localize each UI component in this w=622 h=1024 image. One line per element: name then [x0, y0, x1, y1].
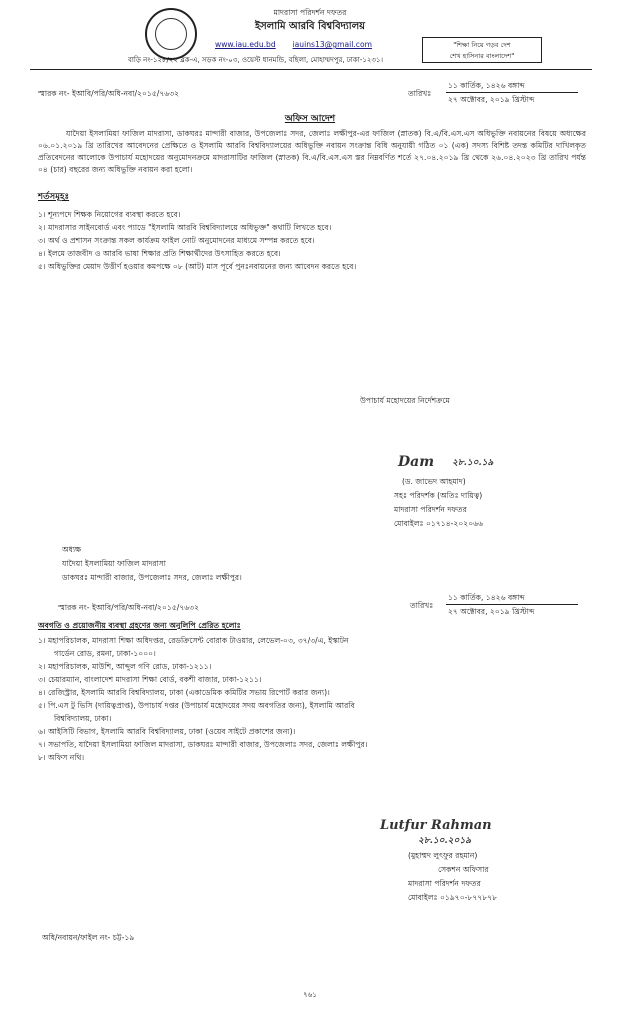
- memo-date-label: তারিখঃ: [408, 89, 432, 98]
- memo2-date-gregorian: ২৭ অক্টোবর, ২০১৯ খ্রিস্টাব্দ: [448, 607, 535, 616]
- condition-item: ৩। অর্থ ও প্রশাসন সংক্রান্ত সকল কার্যক্রম ফাইল নোট অনুমোদনের মাধ্যমে সম্পন্ন করতে হবে।: [38, 236, 315, 245]
- signatory-2-designation: সেকশন অফিসার: [438, 865, 489, 874]
- signatory-2-office: মাদরাসা পরিদর্শন দফতর: [408, 879, 481, 888]
- by-order-text: উপাচার্য মহোদয়ের নির্দেশক্রমে: [360, 396, 450, 405]
- condition-item: ২। মাদরাসার সাইনবোর্ড এবং প্যাডে "ইসলামি আরবি বিশ্ববিদ্যালয়ে অধিভুক্ত" কথাটি লিখতে হবে।: [38, 223, 332, 232]
- date-divider: [446, 92, 578, 93]
- signature-2-date: ২৮.১০.২০১৯: [418, 836, 472, 846]
- copy-item: ৬। আইসিটি বিভাগ, ইসলামি আরবি বিশ্ববিদ্যালয়, ঢাকা (ওয়েব সাইটে প্রকাশের জন্য)।: [38, 727, 296, 736]
- signatory-1-name: (ড. জাভেদ আহমাদ): [402, 477, 466, 486]
- header-divider: [30, 69, 592, 70]
- office-address: বাড়ি নং-১২৮/২২ ব্লক-এ, সড়ক নং-০৩, ওয়েস্ট ধানমন্ডি, বছিলা, মোহাম্মদপুর, ঢাকা-১২৩১।: [128, 56, 383, 64]
- copy-item: ৫। পি.এস টু ভিসি (দায়িত্বপ্রাপ্ত), উপাচার্য দপ্তর (উপাচার্য মহোদয়ের সদয় অবগতির জন্য), ইসলামি আরবি: [38, 701, 355, 710]
- file-number: অধি/নবায়ন/ফাইল নং- চট্ট-১৯: [42, 933, 135, 942]
- condition-item: ৪। ইলমে তাজবীদ ও আরবি ভাষা শিক্ষার প্রতি শিক্ষার্থীদের উৎসাহিত করতে হবে।: [38, 249, 281, 258]
- conditions-list: [38, 208, 588, 273]
- office-name: মাদরাসা পরিদর্শন দফতর: [273, 8, 347, 17]
- memo2-ref: স্মারক নং- ইআবি/পরি/অধি-নবা/২০১৫/৭৬৩২: [58, 603, 200, 612]
- signature-2: Lutfur Rahman: [380, 818, 492, 833]
- order-title: অফিস আদেশ: [284, 114, 336, 124]
- university-seal-icon: [145, 8, 197, 60]
- signatory-1-mobile: মোবাইলঃ ০১৭১৪-২০২০৬৬: [394, 519, 484, 528]
- signatory-2-mobile: মোবাইলঃ ০১৯৭০-৮৭৭৮৭৮: [408, 893, 498, 902]
- signatory-1-designation: সহঃ পরিদর্শক (অতিঃ দায়িত্ব): [394, 491, 483, 500]
- copy-item: ৪। রেজিস্ট্রার, ইসলামি আরবি বিশ্ববিদ্যালয়, ঢাকা (একাডেমিক কমিটির সভায় রিপোর্ট করার জন্য)।: [38, 688, 330, 697]
- memo-date-bangla: ১১ কার্তিক, ১৪২৬ বঙ্গাব্দ: [448, 81, 525, 90]
- conditions-title: শর্তসমূহঃ: [38, 192, 70, 202]
- copy-item: ৩। চেয়ারম্যান, বাংলাদেশ মাদরাসা শিক্ষা বোর্ড, বকশী বাজার, ঢাকা-১২১১।: [38, 675, 262, 684]
- email-link[interactable]: iauins13@gmail.com: [292, 40, 372, 49]
- signature-1-date: ২৮.১০.১৯: [452, 458, 494, 468]
- page-mark: ৭৬১: [303, 991, 317, 999]
- condition-item: ১। শূন্যপদে শিক্ষক নিয়োগের ব্যবস্থা করতে হবে।: [38, 210, 181, 219]
- copies-list: [38, 634, 588, 764]
- recipient-name: যাদৈয়া ইসলামিয়া ফাজিল মাদরাসা: [62, 559, 166, 568]
- university-name: ইসলামি আরবি বিশ্ববিদ্যালয়: [254, 21, 366, 32]
- condition-item: ৫। অধিভুক্তির মেয়াদ উত্তীর্ণ হওয়ার কমপক্ষে ০৮ (আট) মাস পূর্বে পুনঃনবায়নের জন্য আবেদন করতে হবে।: [38, 262, 357, 271]
- copy-item: ২। মহাপরিচালক, মাউশি, আব্দুল গণি রোড, ঢাকা-১২১১।: [38, 662, 212, 671]
- slogan-line-2: শেখ হাসিনার বাংলাদেশ": [449, 52, 515, 60]
- copy-item: গার্ডেন রোড, রমনা, ঢাকা-১০০০।: [54, 649, 156, 658]
- memo-ref: স্মারক নং- ইআবি/পরি/অধি-নবা/২০১৫/৭৬৩২: [38, 89, 180, 98]
- slogan-line-1: "শিক্ষা নিয়ে গড়ব দেশ: [453, 41, 511, 49]
- memo2-date-bangla: ১১ কার্তিক, ১৪২৬ বঙ্গাব্দ: [448, 593, 525, 602]
- signatory-2-name: (মুহাম্মদ লুৎফুর রহমান): [408, 851, 478, 860]
- memo-date-gregorian: ২৭ অক্টোবর, ২০১৯ খ্রিস্টাব্দ: [448, 95, 535, 104]
- copy-item: ৭। সভাপতি, যাদৈয়া ইসলামিয়া ফাজিল মাদরাসা, ডাকঘরঃ মান্দারী বাজার, উপজেলাঃ সদর, জেলাঃ লক্ষীপুর।: [38, 740, 368, 749]
- order-body: যাদৈয়া ইসলামিয়া ফাজিল মাদরাসা, ডাকঘরঃ মান্দারী বাজার, উপজেলাঃ সদর, জেলাঃ লক্ষীপুর-এর ফাজিল (স্নাতক) বি.এ/বি.এস.এস অধিভুক্তি নবায়নের বিষয়ে অধ্যক্ষের ০৬.০১.২০১৯ খ্রি তারিখের আবেদনের প্রেক্ষিতে ও ইসলামি আরবি বিশ্ববিদ্যালয়ের অধিভুক্তি নবায়ন সংক্রান্ত বিধি অনুযায়ী গঠিত ০১ (এক) সদস্য বিশিষ্ট তদন্ত কমিটির দাখিলকৃত প্রতিবেদনের আলোকে উপাচার্য মহোদয়ের অনুমোদনক্রমে মাদরাসাটির ফাজিল (স্নাতক) বি.এ/বি.এস.এস স্তর নিম্নবর্ণিত শর্তে ২৭.০৪.২০১৯ খ্রি থেকে ২৬.০৪.২০২৩ খ্রি তারিখ পর্যন্ত ০৪ (চার) বছরের জন্য অধিভুক্তি নবায়ন করা হলো।: [38, 129, 586, 174]
- slogan-box: [422, 37, 542, 63]
- recipient-address: ডাকঘরঃ মান্দারী বাজার, উপজেলাঃ সদর, জেলাঃ লক্ষীপুর।: [62, 573, 242, 582]
- copies-title: অবগতি ও প্রয়োজনীয় ব্যবস্থা গ্রহণের জন্য অনুলিপি প্রেরিত হলোঃ: [38, 621, 241, 630]
- signatory-1-office: মাদরাসা পরিদর্শন দফতর: [394, 505, 467, 514]
- website-link[interactable]: www.iau.edu.bd: [215, 40, 276, 49]
- recipient-title: অধ্যক্ষ: [62, 545, 82, 554]
- copy-item: ৮। অফিস নথি।: [38, 753, 85, 762]
- signature-1: Dam: [398, 454, 435, 470]
- date2-divider: [446, 604, 578, 605]
- copy-item: বিশ্ববিদ্যালয়, ঢাকা।: [54, 714, 112, 723]
- memo2-date-label: তারিখঃ: [410, 601, 434, 610]
- copy-item: ১। মহাপরিচালক, মাদরাসা শিক্ষা অধিদপ্তর, রেডক্রিসেন্ট বোরাক টাওয়ার, লেভেল-০৩, ৩৭/৩/এ, ইস্কাটন: [38, 636, 349, 645]
